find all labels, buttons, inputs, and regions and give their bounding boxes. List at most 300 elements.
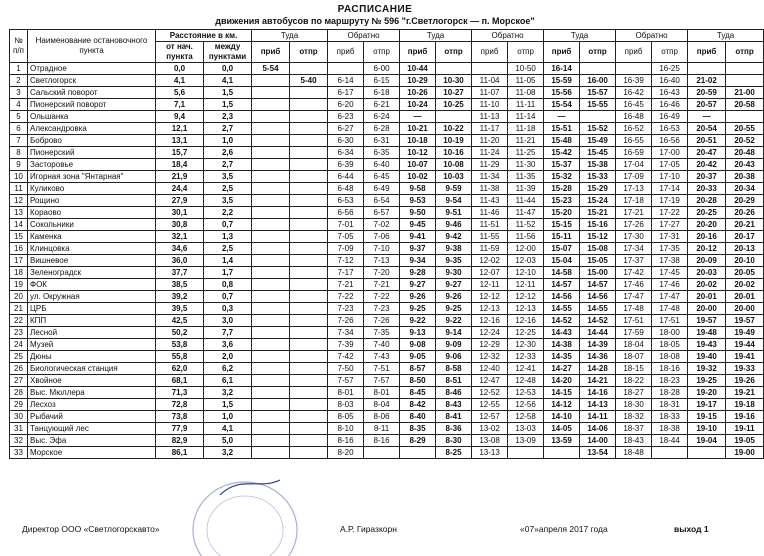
time-cell: 15-59 (544, 75, 580, 87)
time-cell: 9-26 (400, 291, 436, 303)
time-cell: 9-59 (436, 183, 472, 195)
time-cell: 15-16 (580, 219, 616, 231)
time-cell (252, 339, 290, 351)
time-cell: 14-00 (580, 435, 616, 447)
time-cell: 19-41 (726, 351, 764, 363)
schedule-table (9, 29, 764, 459)
time-cell: 11-17 (472, 123, 508, 135)
time-cell: 6-20 (328, 99, 364, 111)
time-cell: 7-43 (364, 351, 400, 363)
time-cell: 17-26 (616, 219, 652, 231)
stop-name: Куликово (28, 183, 156, 195)
time-cell: 15-51 (544, 123, 580, 135)
row-number: 5 (10, 111, 28, 123)
time-cell: 8-46 (436, 387, 472, 399)
table-row (10, 171, 764, 183)
time-cell: 14-12 (544, 399, 580, 411)
table-row (10, 363, 764, 375)
time-cell: 11-11 (508, 99, 544, 111)
time-cell: 16-52 (616, 123, 652, 135)
time-cell: 6-00 (364, 63, 400, 75)
time-cell: 9-06 (436, 351, 472, 363)
time-cell: 6-28 (364, 123, 400, 135)
time-cell: 17-19 (652, 195, 688, 207)
table-row (10, 255, 764, 267)
time-cell: 16-59 (616, 147, 652, 159)
time-cell: 20-26 (726, 207, 764, 219)
time-cell: 6-49 (364, 183, 400, 195)
time-cell: 12-10 (508, 267, 544, 279)
time-cell: 12-12 (508, 291, 544, 303)
time-cell (252, 315, 290, 327)
time-cell: 8-57 (400, 363, 436, 375)
time-cell (252, 255, 290, 267)
time-cell: 6-57 (364, 207, 400, 219)
row-number: 24 (10, 339, 28, 351)
time-cell: 20-29 (726, 195, 764, 207)
time-cell: 11-59 (472, 243, 508, 255)
time-cell: 6-45 (364, 171, 400, 183)
time-cell: 19-43 (688, 339, 726, 351)
stop-name: Засторовье (28, 159, 156, 171)
time-cell: 16-53 (652, 123, 688, 135)
distance-from-start: 86,1 (156, 447, 204, 459)
distance-between: 1,3 (204, 231, 252, 243)
table-row (10, 351, 764, 363)
time-cell: 20-20 (688, 219, 726, 231)
time-cell: 13-08 (472, 435, 508, 447)
time-cell: 18-23 (652, 375, 688, 387)
time-cell (290, 231, 328, 243)
time-cell: 7-01 (328, 219, 364, 231)
time-cell: 17-05 (652, 159, 688, 171)
time-cell: 20-01 (688, 291, 726, 303)
time-cell: 14-55 (544, 303, 580, 315)
time-cell: 8-43 (436, 399, 472, 411)
time-cell (252, 123, 290, 135)
time-cell (252, 411, 290, 423)
col-distance: Расстояние в км. (156, 30, 252, 42)
company-seal-icon (180, 470, 310, 556)
stop-name: Лесной (28, 327, 156, 339)
time-cell: 11-24 (472, 147, 508, 159)
time-cell: 9-25 (400, 303, 436, 315)
time-cell: 17-46 (652, 279, 688, 291)
time-cell: 18-37 (616, 423, 652, 435)
time-cell: 8-45 (400, 387, 436, 399)
stop-name: Выс. Мюллера (28, 387, 156, 399)
row-number: 33 (10, 447, 28, 459)
time-cell (252, 279, 290, 291)
time-cell: 19-33 (726, 363, 764, 375)
time-cell: 7-12 (328, 255, 364, 267)
time-cell: 20-05 (726, 267, 764, 279)
time-cell: 6-21 (364, 99, 400, 111)
time-cell: 10-02 (400, 171, 436, 183)
time-cell (290, 147, 328, 159)
time-cell: 10-03 (436, 171, 472, 183)
time-cell: 16-39 (616, 75, 652, 87)
row-number: 21 (10, 303, 28, 315)
time-cell: 10-24 (400, 99, 436, 111)
row-number: 7 (10, 135, 28, 147)
time-cell: 20-38 (726, 171, 764, 183)
time-cell: 7-35 (364, 327, 400, 339)
time-cell: 20-21 (726, 219, 764, 231)
table-row (10, 423, 764, 435)
time-cell (252, 75, 290, 87)
time-cell: 10-50 (508, 63, 544, 75)
table-row (10, 327, 764, 339)
time-cell: 20-51 (688, 135, 726, 147)
time-cell: 19-05 (726, 435, 764, 447)
row-number: 2 (10, 75, 28, 87)
time-cell: 12-12 (472, 291, 508, 303)
distance-from-start: 18,4 (156, 159, 204, 171)
time-cell: 17-04 (616, 159, 652, 171)
stop-name: Рощино (28, 195, 156, 207)
time-cell: 19-21 (726, 387, 764, 399)
time-cell: 11-07 (472, 87, 508, 99)
time-cell: 14-21 (580, 375, 616, 387)
time-cell: 18-28 (652, 387, 688, 399)
time-cell: 9-26 (436, 291, 472, 303)
distance-between: 1,0 (204, 411, 252, 423)
time-cell (290, 111, 328, 123)
time-cell (364, 447, 400, 459)
stop-name: Игорная зона "Янтарная" (28, 171, 156, 183)
time-cell: 19-16 (726, 411, 764, 423)
time-cell: 11-10 (472, 99, 508, 111)
time-cell: 20-54 (688, 123, 726, 135)
time-cell: 18-00 (652, 327, 688, 339)
time-cell: 12-02 (472, 255, 508, 267)
time-cell: 9-53 (400, 195, 436, 207)
time-cell: 14-10 (544, 411, 580, 423)
table-row (10, 183, 764, 195)
time-cell (252, 387, 290, 399)
time-cell: 7-23 (364, 303, 400, 315)
time-cell: 12-07 (472, 267, 508, 279)
time-cell (290, 411, 328, 423)
time-cell (290, 243, 328, 255)
distance-between: 1,0 (204, 135, 252, 147)
time-cell (290, 123, 328, 135)
time-cell (252, 135, 290, 147)
distance-from-start: 39,5 (156, 303, 204, 315)
time-cell: 12-30 (508, 339, 544, 351)
time-cell: 8-05 (328, 411, 364, 423)
time-cell: 20-12 (688, 243, 726, 255)
table-row (10, 315, 764, 327)
time-cell: 19-15 (688, 411, 726, 423)
distance-from-start: 15,7 (156, 147, 204, 159)
time-cell: 7-06 (364, 231, 400, 243)
time-cell: 20-52 (726, 135, 764, 147)
time-cell: 19-32 (688, 363, 726, 375)
time-cell: 9-58 (400, 183, 436, 195)
distance-from-start: 55,8 (156, 351, 204, 363)
time-cell: 20-01 (726, 291, 764, 303)
time-cell: 17-47 (616, 291, 652, 303)
distance-from-start: 62,0 (156, 363, 204, 375)
distance-between: 0,7 (204, 291, 252, 303)
time-cell: 14-44 (580, 327, 616, 339)
time-cell (290, 375, 328, 387)
time-cell: 13-54 (580, 447, 616, 459)
time-cell: 17-35 (652, 243, 688, 255)
time-cell: 9-27 (400, 279, 436, 291)
time-cell: 18-44 (652, 435, 688, 447)
time-cell: 15-07 (544, 243, 580, 255)
time-cell (252, 291, 290, 303)
time-cell (252, 195, 290, 207)
time-cell: 15-08 (580, 243, 616, 255)
stop-name: Танцующий лес (28, 423, 156, 435)
distance-between: 2,3 (204, 111, 252, 123)
time-cell: 12-47 (472, 375, 508, 387)
time-cell: 9-22 (400, 315, 436, 327)
distance-from-start: 30,1 (156, 207, 204, 219)
time-cell: 9-13 (400, 327, 436, 339)
time-cell (290, 291, 328, 303)
time-cell (688, 63, 726, 75)
time-cell: 17-37 (616, 255, 652, 267)
time-cell: 15-28 (544, 183, 580, 195)
time-cell: 18-32 (616, 411, 652, 423)
stop-name: Рыбачий (28, 411, 156, 423)
distance-from-start: 21,9 (156, 171, 204, 183)
distance-between: 0,7 (204, 219, 252, 231)
stop-name: ул. Окружная (28, 291, 156, 303)
table-row (10, 63, 764, 75)
time-cell: 12-41 (508, 363, 544, 375)
time-cell: 14-55 (580, 303, 616, 315)
hdr-arr: приб (400, 42, 436, 63)
time-cell: 11-43 (472, 195, 508, 207)
time-cell: 15-23 (544, 195, 580, 207)
distance-between: 2,2 (204, 207, 252, 219)
time-cell: 8-06 (364, 411, 400, 423)
row-number: 4 (10, 99, 28, 111)
time-cell: 19-26 (726, 375, 764, 387)
time-cell: 16-42 (616, 87, 652, 99)
time-cell: 20-55 (726, 123, 764, 135)
distance-between: 2,5 (204, 183, 252, 195)
time-cell: 9-08 (400, 339, 436, 351)
time-cell (252, 375, 290, 387)
time-cell: 6-44 (328, 171, 364, 183)
time-cell: 8-03 (328, 399, 364, 411)
time-cell: 8-42 (400, 399, 436, 411)
distance-between: 3,2 (204, 447, 252, 459)
time-cell: 13-13 (472, 447, 508, 459)
time-cell: 15-45 (580, 147, 616, 159)
footer-date: «07»апреля 2017 года (520, 524, 608, 534)
stop-name: Кораово (28, 207, 156, 219)
time-cell: 10-27 (436, 87, 472, 99)
time-cell: 20-13 (726, 243, 764, 255)
time-cell: 7-22 (364, 291, 400, 303)
hdr-dep: отпр (726, 42, 764, 63)
time-cell: 17-31 (652, 231, 688, 243)
time-cell: 17-48 (652, 303, 688, 315)
time-cell: 18-30 (616, 399, 652, 411)
time-cell (252, 99, 290, 111)
time-cell (290, 315, 328, 327)
time-cell: 14-13 (580, 399, 616, 411)
time-cell (290, 255, 328, 267)
time-cell (252, 159, 290, 171)
time-cell: 12-16 (508, 315, 544, 327)
time-cell: 12-48 (508, 375, 544, 387)
table-row (10, 243, 764, 255)
time-cell (252, 435, 290, 447)
time-cell: 15-20 (544, 207, 580, 219)
time-cell: 15-49 (580, 135, 616, 147)
time-cell (436, 63, 472, 75)
row-number: 23 (10, 327, 28, 339)
time-cell: 19-18 (726, 399, 764, 411)
time-cell: 11-39 (508, 183, 544, 195)
hdr-there-2: Туда (400, 30, 472, 42)
distance-between: 0,8 (204, 279, 252, 291)
time-cell (290, 423, 328, 435)
time-cell: 17-22 (652, 207, 688, 219)
time-cell: 15-00 (580, 267, 616, 279)
time-cell: 8-50 (400, 375, 436, 387)
distance-between: 3,2 (204, 387, 252, 399)
col-num: № п/п (10, 30, 28, 63)
time-cell: 11-30 (508, 159, 544, 171)
time-cell (252, 147, 290, 159)
distance-between: 0,0 (204, 63, 252, 75)
time-cell: 6-14 (328, 75, 364, 87)
stop-name: Боброво (28, 135, 156, 147)
time-cell: 11-21 (508, 135, 544, 147)
time-cell: 18-22 (616, 375, 652, 387)
row-number: 28 (10, 387, 28, 399)
distance-between: 4,1 (204, 75, 252, 87)
table-row (10, 207, 764, 219)
stop-name: Зеленоградск (28, 267, 156, 279)
distance-between: 1,5 (204, 87, 252, 99)
time-cell: 9-14 (436, 327, 472, 339)
distance-between: 3,5 (204, 195, 252, 207)
distance-from-start: 36,0 (156, 255, 204, 267)
time-cell (290, 99, 328, 111)
time-cell: 12-58 (508, 411, 544, 423)
time-cell: 20-02 (726, 279, 764, 291)
table-row (10, 387, 764, 399)
table-row (10, 411, 764, 423)
table-row (10, 375, 764, 387)
time-cell: 19-57 (726, 315, 764, 327)
time-cell (290, 171, 328, 183)
time-cell (252, 303, 290, 315)
time-cell: 12-40 (472, 363, 508, 375)
time-cell: 14-16 (580, 387, 616, 399)
time-cell: 16-46 (652, 99, 688, 111)
time-cell: 15-33 (580, 171, 616, 183)
time-cell: 20-34 (726, 183, 764, 195)
time-cell: 15-42 (544, 147, 580, 159)
time-cell: 10-44 (400, 63, 436, 75)
time-cell: 18-27 (616, 387, 652, 399)
time-cell: 8-16 (364, 435, 400, 447)
time-cell: 20-16 (688, 231, 726, 243)
row-number: 29 (10, 399, 28, 411)
table-row (10, 447, 764, 459)
time-cell: 7-05 (328, 231, 364, 243)
time-cell: 9-28 (400, 267, 436, 279)
time-cell (252, 363, 290, 375)
time-cell: 9-05 (400, 351, 436, 363)
time-cell: 11-46 (472, 207, 508, 219)
time-cell: 12-52 (472, 387, 508, 399)
time-cell: 17-51 (652, 315, 688, 327)
row-number: 6 (10, 123, 28, 135)
time-cell: 11-04 (472, 75, 508, 87)
time-cell: 12-53 (508, 387, 544, 399)
time-cell: 8-01 (328, 387, 364, 399)
time-cell: 11-25 (508, 147, 544, 159)
time-cell: 9-34 (400, 255, 436, 267)
time-cell: 7-10 (364, 243, 400, 255)
time-cell: 9-35 (436, 255, 472, 267)
table-row (10, 135, 764, 147)
time-cell: 18-07 (616, 351, 652, 363)
time-cell: 6-56 (328, 207, 364, 219)
time-cell: 14-43 (544, 327, 580, 339)
time-cell: 19-49 (726, 327, 764, 339)
time-cell: 17-45 (652, 267, 688, 279)
time-cell: 19-04 (688, 435, 726, 447)
time-cell: 19-20 (688, 387, 726, 399)
time-cell: 14-35 (544, 351, 580, 363)
time-cell (252, 423, 290, 435)
time-cell: 19-44 (726, 339, 764, 351)
distance-between: 1,5 (204, 399, 252, 411)
time-cell: 12-29 (472, 339, 508, 351)
time-cell: 20-58 (726, 99, 764, 111)
time-cell: 6-18 (364, 87, 400, 99)
time-cell: 13-03 (508, 423, 544, 435)
time-cell: 6-35 (364, 147, 400, 159)
table-row (10, 303, 764, 315)
table-row (10, 111, 764, 123)
time-cell: 15-54 (544, 99, 580, 111)
time-cell: 18-43 (616, 435, 652, 447)
time-cell: 21-02 (688, 75, 726, 87)
time-cell: 14-15 (544, 387, 580, 399)
time-cell: 17-10 (652, 171, 688, 183)
time-cell: 9-30 (436, 267, 472, 279)
hdr-there-1: Туда (252, 30, 328, 42)
time-cell: 14-57 (580, 279, 616, 291)
distance-from-start: 5,6 (156, 87, 204, 99)
distance-between: 6,2 (204, 363, 252, 375)
time-cell: — (544, 111, 580, 123)
hdr-arr: приб (616, 42, 652, 63)
time-cell: 12-16 (472, 315, 508, 327)
stop-name: Вишневое (28, 255, 156, 267)
time-cell: 12-25 (508, 327, 544, 339)
schedule-rows (10, 63, 764, 459)
time-cell: 9-38 (436, 243, 472, 255)
col-from-start: от нач. пункта (156, 42, 204, 63)
time-cell: 12-11 (508, 279, 544, 291)
